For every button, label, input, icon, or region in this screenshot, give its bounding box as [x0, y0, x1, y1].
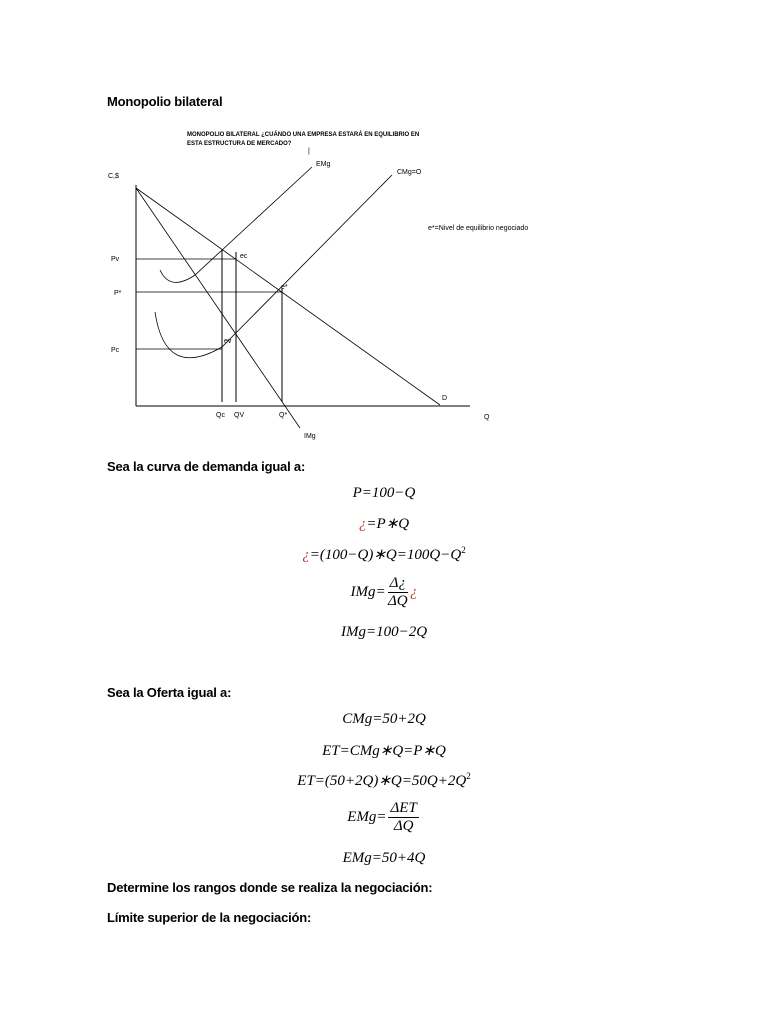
- eq-emg-definition: EMg= $\frac{\text{ΔET}}{\Delta Q}$: [347, 800, 417, 834]
- img-label: IMg: [304, 433, 316, 440]
- point-ev-label: ev: [224, 338, 232, 345]
- eq-img-definition: IMg= $\frac{\Delta¿}{\Delta Q}$ ¿: [350, 575, 418, 609]
- page-title: Monopolio bilateral: [107, 94, 223, 109]
- svg-text:|: |: [308, 148, 310, 155]
- eq-emg: EMg=50+4Q: [342, 850, 426, 866]
- y-axis-label: C,$: [108, 173, 119, 180]
- eq-img: IMg=100−2Q: [340, 624, 428, 640]
- demand-heading: Sea la curva de demanda igual a:: [107, 459, 306, 474]
- equilibrium-note: e*=Nivel de equilibrio negociado: [428, 225, 529, 232]
- emg-label: EMg: [316, 161, 331, 168]
- qc-label: Qc: [216, 412, 225, 419]
- pc-label: Pc: [111, 347, 120, 354]
- figure-caption-line2: ESTA ESTRUCTURA DE MERCADO?: [187, 141, 292, 147]
- qv-label: QV: [234, 412, 245, 419]
- eq-demand: P=100−Q: [352, 485, 416, 501]
- demand-label: D: [442, 395, 448, 402]
- pv-label: Pv: [111, 256, 120, 263]
- eq-et: ET=CMg∗Q=P∗Q: [322, 743, 446, 759]
- ranges-heading: Determine los rangos donde se realiza la negociación:: [107, 880, 433, 895]
- demand-curve: [136, 188, 440, 405]
- upper-limit-heading: Límite superior de la negociación:: [107, 910, 312, 925]
- point-estar-label: e*: [281, 284, 288, 291]
- eq-revenue: ¿=P∗Q: [358, 516, 410, 532]
- cmg-label: CMg=O: [397, 169, 422, 176]
- figure-caption-line1: MONOPOLIO BILATERAL ¿CUÁNDO UNA EMPRESA ESTARÁ EN EQUILIBRIO EN: [187, 132, 420, 138]
- eq-cmg: CMg=50+2Q: [342, 711, 426, 727]
- bilateral-monopoly-diagram: [0, 0, 768, 460]
- img-curve: [136, 188, 300, 428]
- x-axis-label: Q: [484, 414, 490, 421]
- pstar-label: P*: [114, 290, 122, 297]
- eq-et-expanded: $ET=(50+2Q)∗Q=50Q+2Q^2$: [297, 771, 471, 789]
- eq-revenue-expanded: ¿$=(100-Q)∗Q=100Q-Q^2$: [302, 545, 466, 563]
- qstar-label: Q*: [279, 412, 288, 419]
- point-ec-label: ec: [240, 253, 248, 260]
- supply-heading: Sea la Oferta igual a:: [107, 685, 232, 700]
